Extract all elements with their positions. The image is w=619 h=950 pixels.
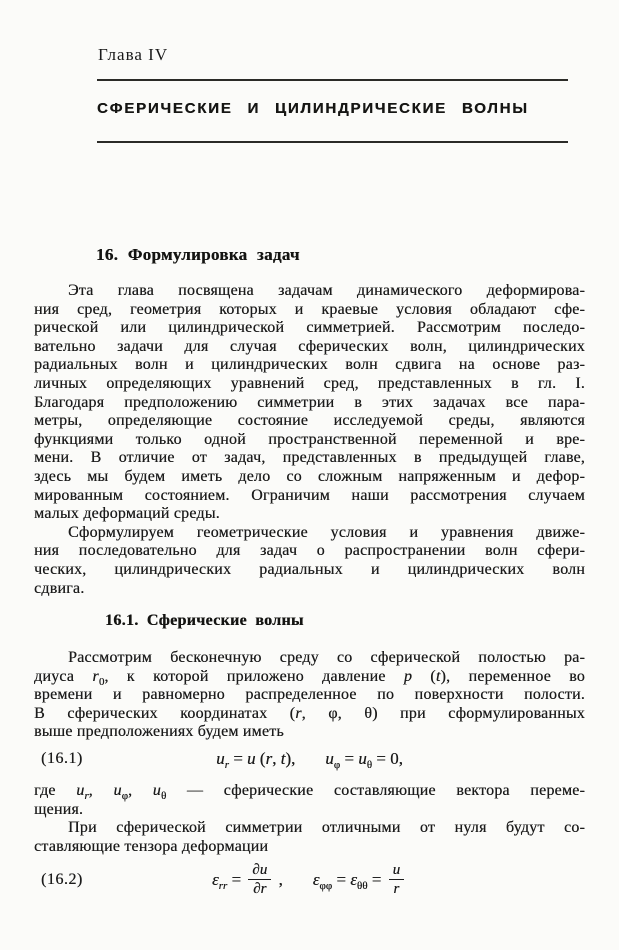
paragraph-spherical-setup [34,649,585,742]
text-line: Сформулируем геометрические условия и уравнения движе- [68,523,585,541]
text-line: ния сред, геометрия которых и краевые условия обладают сфе- [34,300,585,318]
text-line: личных определяющих уравнений сред, представленных в гл. I. [34,374,585,392]
math-token: r [224,759,229,771]
text-line: ставляющие тензора деформации [34,837,269,855]
math-token: r [295,704,302,722]
paragraph-displacement-note [34,782,585,856]
math-token: = 0, [371,749,403,768]
chapter-title: СФЕРИЧЕСКИЕ И ЦИЛИНДРИЧЕСКИЕ ВОЛНЫ [97,100,529,117]
math-token: = [367,870,386,889]
math-token: В сферических координатах ( [34,704,296,722]
math-token: t [435,667,441,685]
text-line: здесь мы будем иметь дело со сложным напряженным и дефор- [34,467,585,485]
fraction: $\frac{u}{r}$ [389,862,405,897]
math-token: , [274,870,283,889]
equation-16-1-body [34,744,585,780]
text-line [34,782,585,801]
math-token: u [325,749,334,768]
math-token: θ [366,759,372,771]
math-token: φ [333,759,341,771]
math-token: = [332,870,351,889]
math-token: , [128,782,153,799]
equation-16-2-number: (16.2) [41,871,83,888]
text-line: мени. В отличие от задач, представленных в предыдущей главе, [34,449,585,467]
text-line: функциями только одной пространственной переменной и вре- [34,430,585,448]
math-token: = [340,749,359,768]
math-token: r [84,790,89,802]
math-token: диуса [34,667,93,685]
equation-16-2-body [34,860,585,906]
equation-16-2 [34,860,585,900]
chapter-rule-bottom [97,141,568,143]
text-line: ния последовательно для задач о распространении волн сфери- [34,542,585,560]
math-token: , [272,749,281,768]
math-token: ), переменное во [440,667,586,685]
paragraph-intro [34,282,585,598]
text-line [34,705,585,724]
math-token: φ [121,790,129,802]
math-token: t [280,749,286,768]
text-line: малых деформаций среды. [34,505,220,523]
math-token: 0 [98,675,105,688]
math-token: ( [412,667,436,685]
text-line: Рассмотрим бесконечную среду со сферической полостью ра- [68,649,585,666]
chapter-label: Глава IV [98,45,169,64]
math-token: r [265,749,273,768]
chapter-rule-top [97,79,568,81]
math-gap [283,860,313,900]
equation-16-1-number: (16.1) [41,750,83,767]
math-token: u [152,782,161,799]
text-line: щения. [34,800,84,818]
subsection-heading: 16.1. Сферические волны [105,612,304,629]
math-token: = [227,870,246,889]
math-token: где [34,782,77,799]
text-line: вательно задачи для случая сферических волн, цилиндрических [34,337,585,355]
text-line [34,668,585,687]
math-token: = [228,749,248,768]
math-token: r [92,667,99,685]
math-token: u [216,749,225,768]
text-line: выше предположениях будем иметь [34,723,284,741]
math-token: p [403,667,413,685]
text-line: Благодаря предположению симметрии в этих задачах все пара- [34,393,585,411]
math-token: rr [218,880,228,892]
math-token: ), [285,749,296,768]
fraction: $\frac{\partial u}{\partial r}$ [248,862,271,897]
math-token: u [247,749,256,768]
math-token: u [113,782,122,799]
text-line: метры, определяющие состояние исследуемой среды, являются [34,412,585,430]
text-line: При сферической симметрии отличными от нуля будут со- [68,819,585,837]
math-token: , φ, θ) при сформулированных [301,704,585,722]
text-line: сдвига. [34,579,85,597]
math-token: θθ [356,880,368,892]
text-line: ческих, цилиндрических радиальных и цилиндрических волн [34,560,585,578]
math-token: θ [161,790,167,802]
text-line: мированным состоянием. Ограничим наши рассмотрения случаем [34,486,585,504]
math-token: ε [350,870,357,889]
math-gap [295,744,325,774]
math-token: u [76,782,85,799]
text-line: Эта глава посвящена задачам динамического деформирова- [68,282,585,299]
text-line: радиальных волн и цилиндрических волн сдвига на основе раз- [34,356,585,374]
math-token: — сферические составляющие вектора переме- [166,782,586,799]
text-line: рической или цилиндрической симметрией. Рассмотрим последо- [34,319,585,337]
math-token: , к которой приложено давление [104,667,404,685]
math-token: ( [255,749,266,768]
math-token: u [358,749,367,768]
section-heading: 16. Формулировка задач [96,245,300,264]
math-token: ε [211,870,219,889]
equation-16-1 [34,744,585,774]
math-token: ε [312,870,320,889]
math-token: φφ [319,880,333,892]
math-token: , [88,782,114,799]
text-line: времени и равномерно распределенное по поверхности полости. [34,686,585,704]
